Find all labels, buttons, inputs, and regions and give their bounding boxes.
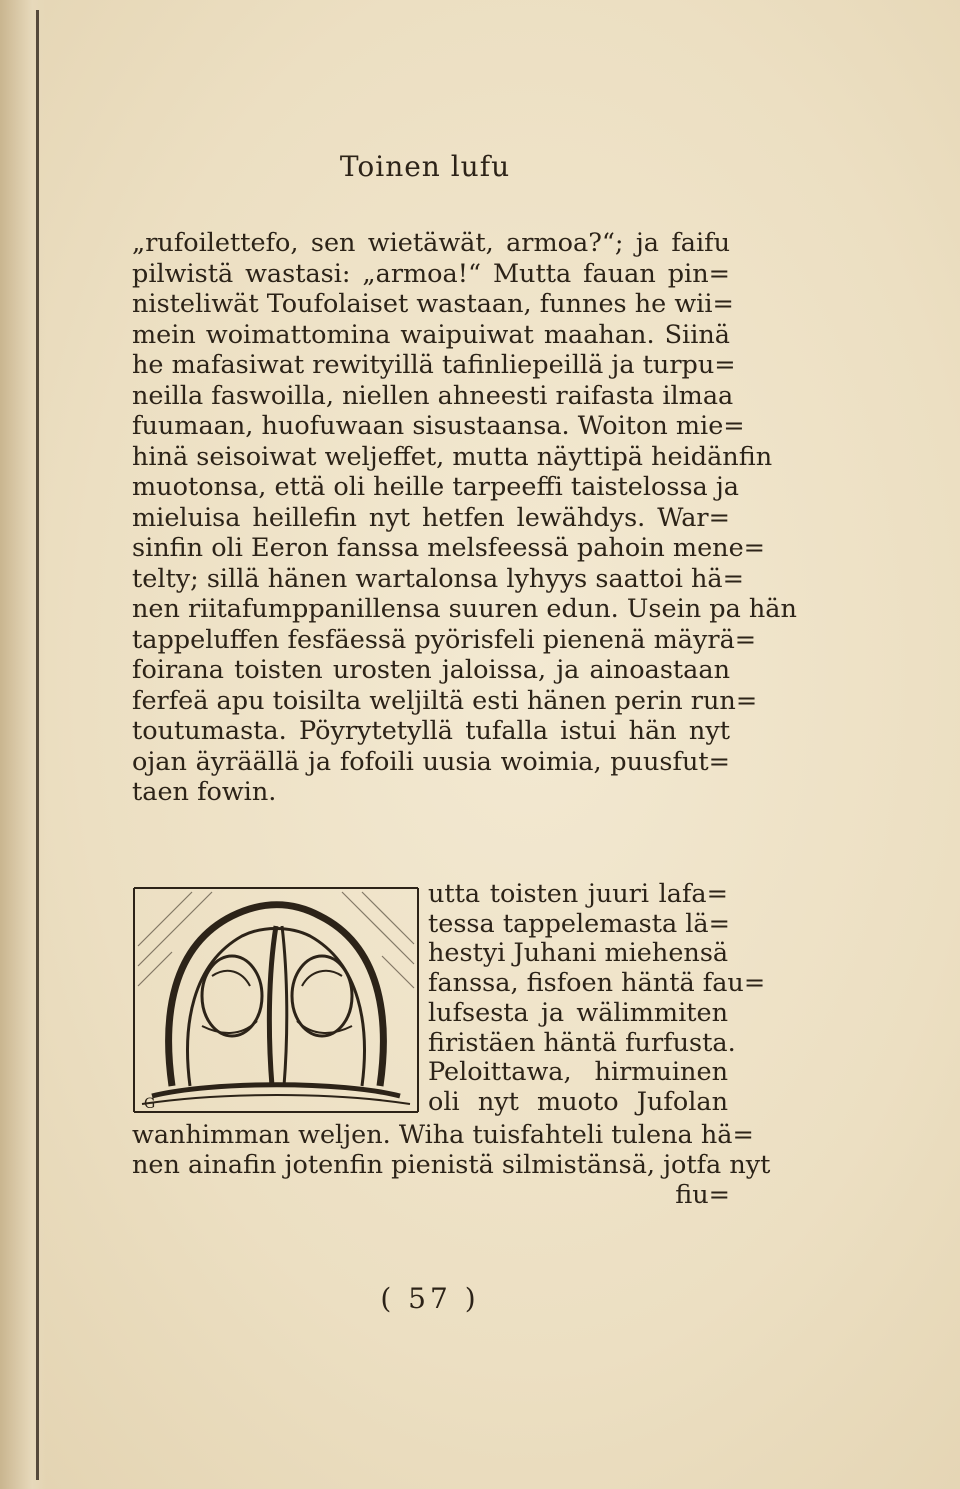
text-line: pilwistä wastasi: „armoa!“ Mutta fauan pin= — [132, 258, 730, 289]
paragraph-2-wrapped — [428, 879, 766, 1118]
page-gutter-line — [36, 10, 39, 1480]
text-line: tessa tappelemasta lä= — [428, 908, 731, 939]
text-line: mieluisa heillefin nyt hetfen lewähdys. War= — [132, 502, 730, 533]
text-line: nen riitafumppanillensa suuren edun. Usein pa hän — [132, 594, 797, 624]
text-line: toutumasta. Pöyrytetyllä tufalla istui hän nyt — [132, 716, 730, 746]
text-line: telty; sillä hänen wartalonsa lyhyys saattoi hä= — [132, 563, 744, 594]
paragraph-2-continued — [132, 1120, 771, 1210]
text-line: ojan äyräällä ja fofoili uusia woimia, puusfut= — [132, 746, 730, 777]
monogram-text: G — [144, 1096, 156, 1112]
text-line: Peloittawa, hirmuinen — [428, 1057, 728, 1088]
text-line: wanhimman weljen. Wiha tuisfahteli tulena hä= — [132, 1120, 754, 1150]
text-line: nisteliwät Toufolaiset wastaan, funnes he wii= — [132, 289, 734, 319]
text-line: firistäen häntä furfusta. — [428, 1027, 736, 1058]
page-number: ( 57 ) — [380, 1282, 480, 1315]
text-line: taen fowin. — [132, 777, 277, 807]
text-line: nen ainafin jotenfin pienistä silmistänsä, jotfa nyt — [132, 1150, 771, 1180]
decorated-initial-m — [132, 886, 420, 1114]
text-line: lufsesta ja wälimmiten — [428, 997, 728, 1028]
decorated-initial-illustration — [132, 886, 420, 1114]
text-line: ferfeä apu toisilta weljiltä esti hänen perin run= — [132, 685, 758, 716]
text-line: muotonsa, että oli heille tarpeeffi taistelossa ja — [132, 472, 739, 502]
text-line: hinä seisoiwat weljeffet, mutta näyttipä heidänfin — [132, 441, 773, 472]
text-line: he mafasiwat rewityillä tafinliepeillä ja turpu= — [132, 350, 736, 380]
text-line: „rufoilettefo, sen wietäwät, armoa?“; ja faifu — [132, 228, 730, 258]
page-gutter-shadow — [0, 0, 46, 1489]
paragraph-1 — [132, 228, 797, 808]
text-line: mein woimattomina waipuiwat maahan. Siinä — [132, 319, 730, 350]
text-line: fanssa, fisfoen häntä fau= — [428, 968, 766, 999]
running-head: Toinen lufu — [339, 150, 511, 183]
catchword: fiu= — [675, 1180, 730, 1210]
text-line: oli nyt muoto Jufolan — [428, 1086, 728, 1117]
text-line: neilla faswoilla, niellen ahneesti raifasta ilmaa — [132, 380, 734, 411]
text-line: foirana toisten urosten jaloissa, ja ainoastaan — [132, 655, 730, 685]
text-line: utta toisten juuri lafa= — [428, 879, 728, 909]
text-line: fuumaan, huofuwaan sisustaansa. Woiton mie= — [132, 411, 745, 441]
text-line: hestyi Juhani miehensä — [428, 938, 729, 969]
text-line: sinfin oli Eeron fanssa melsfeessä pahoin mene= — [132, 533, 766, 563]
text-line: tappeluffen fesfäessä pyörisfeli pienenä mäyrä= — [132, 624, 757, 655]
